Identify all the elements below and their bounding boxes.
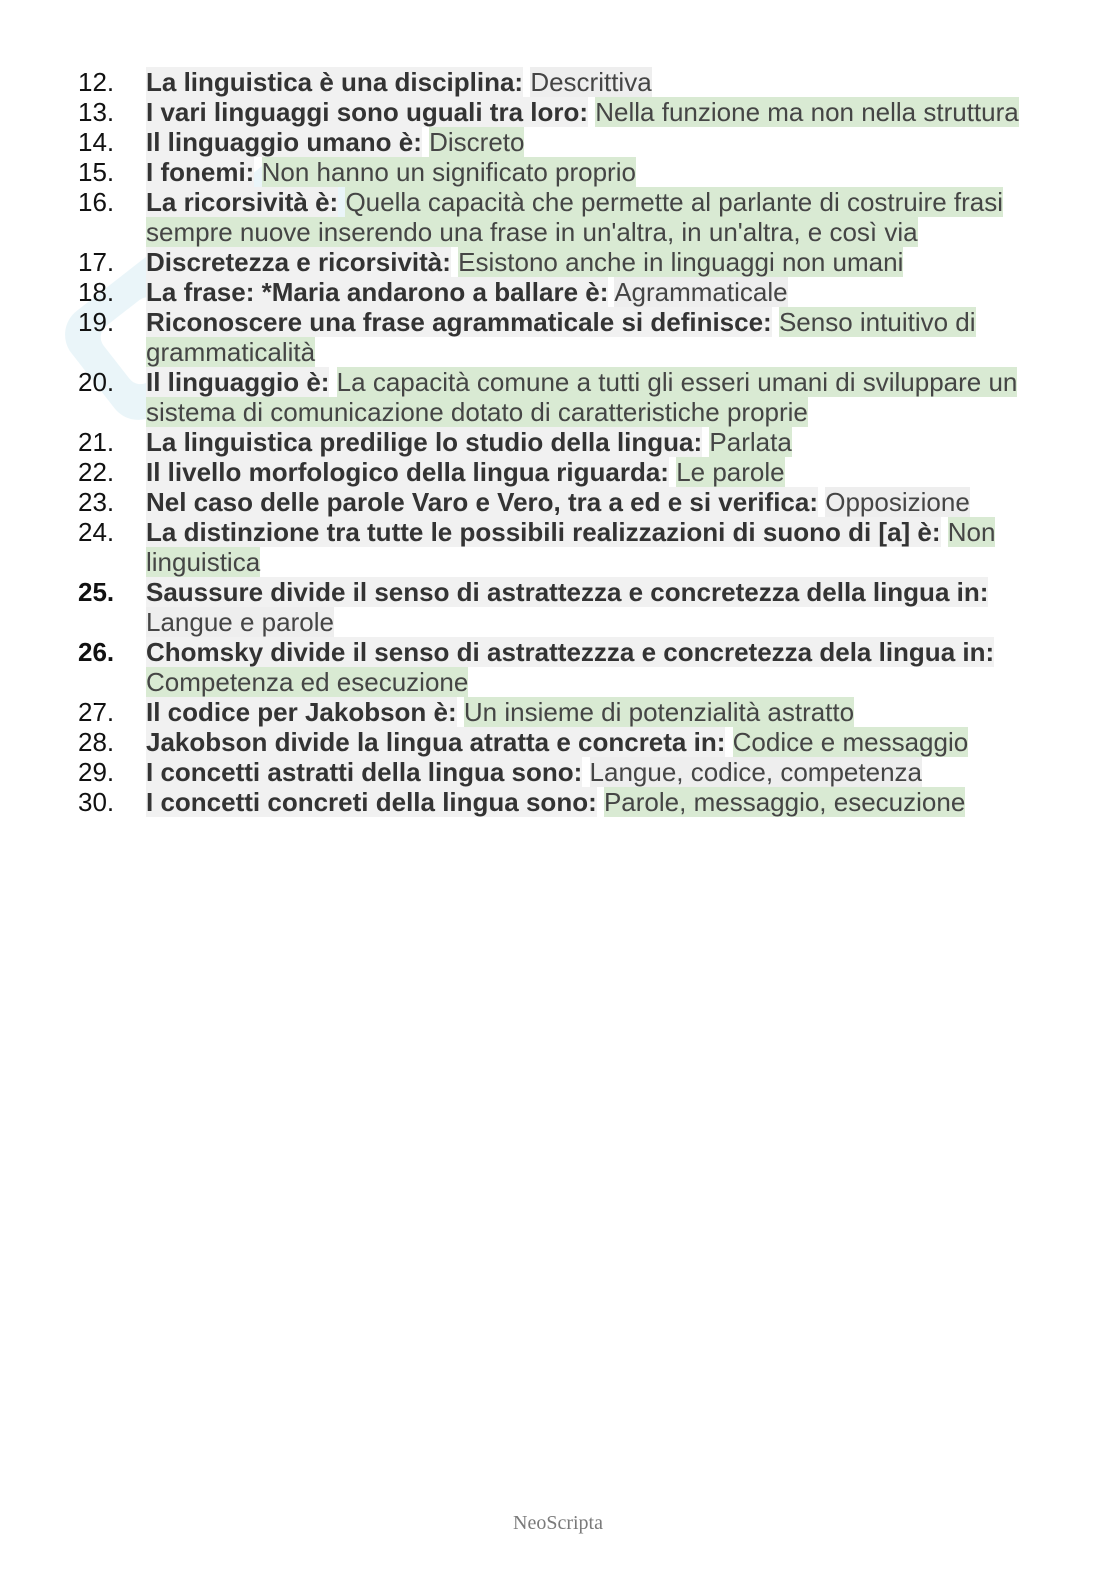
item-number: 19.	[78, 307, 115, 337]
item-number: 29.	[78, 757, 115, 787]
list-item	[78, 637, 1038, 697]
item-text	[146, 697, 1031, 727]
item-answer: Nella funzione ma non nella struttura	[595, 97, 1019, 127]
item-number: 25.	[78, 577, 115, 607]
item-number: 15.	[78, 157, 115, 187]
item-answer: Codice e messaggio	[732, 727, 969, 757]
item-answer: Esistono anche in linguaggi non umani	[458, 247, 904, 277]
item-question: I concetti astratti della lingua sono:	[146, 757, 583, 787]
item-answer: Opposizione	[825, 487, 970, 517]
item-question: La ricorsività è:	[146, 187, 339, 217]
item-number: 28.	[78, 727, 115, 757]
item-number: 18.	[78, 277, 115, 307]
item-answer: Agrammaticale	[614, 277, 788, 307]
item-number: 13.	[78, 97, 115, 127]
item-number: 17.	[78, 247, 115, 277]
list-item	[78, 697, 1038, 727]
item-text	[146, 787, 1031, 817]
item-text	[146, 97, 1031, 127]
list-item	[78, 247, 1038, 277]
item-question: Il codice per Jakobson è:	[146, 697, 457, 727]
item-question: La distinzione tra tutte le possibili realizzazioni di suono di [a] è:	[146, 517, 941, 547]
item-number: 16.	[78, 187, 115, 217]
item-text	[146, 457, 1031, 487]
item-question: Il linguaggio umano è:	[146, 127, 422, 157]
item-text	[146, 757, 1031, 787]
item-number: 26.	[78, 637, 115, 667]
item-answer: La capacità comune a tutti gli esseri umani di sviluppare un sistema di comunicazione dotato di caratteristiche proprie	[146, 367, 1018, 427]
list-item	[78, 157, 1038, 187]
item-number: 24.	[78, 517, 115, 547]
item-answer: Le parole	[676, 457, 785, 487]
item-answer: Langue, codice, competenza	[589, 757, 922, 787]
item-number: 20.	[78, 367, 115, 397]
list-item	[78, 187, 1038, 247]
item-answer: Discreto	[429, 127, 525, 157]
item-text	[146, 127, 1031, 157]
item-text	[146, 187, 1031, 247]
item-number: 22.	[78, 457, 115, 487]
item-answer: Quella capacità che permette al parlante di costruire frasi sempre nuove inserendo una frase in un'altra, in un'altra, e così via	[146, 187, 1003, 247]
list-item	[78, 757, 1038, 787]
item-text	[146, 427, 1031, 457]
item-text	[146, 247, 1031, 277]
item-question: La linguistica predilige lo studio della lingua:	[146, 427, 703, 457]
question-answer-list	[78, 67, 1038, 817]
item-number: 21.	[78, 427, 115, 457]
item-answer: Competenza ed esecuzione	[146, 667, 469, 697]
list-item	[78, 787, 1038, 817]
item-question: Discretezza e ricorsività:	[146, 247, 451, 277]
list-item	[78, 97, 1038, 127]
item-question: Chomsky divide il senso di astrattezzza e concretezza dela lingua in:	[146, 637, 995, 667]
item-question: Il livello morfologico della lingua riguarda:	[146, 457, 669, 487]
item-answer: Descrittiva	[530, 67, 652, 97]
list-item	[78, 577, 1038, 637]
item-question: I fonemi:	[146, 157, 255, 187]
item-answer: Parole, messaggio, esecuzione	[603, 787, 966, 817]
item-number: 14.	[78, 127, 115, 157]
item-question: I vari linguaggi sono uguali tra loro:	[146, 97, 589, 127]
item-text	[146, 157, 1031, 187]
item-text	[146, 727, 1031, 757]
list-item	[78, 67, 1038, 97]
list-item	[78, 517, 1038, 577]
list-item	[78, 727, 1038, 757]
item-text	[146, 487, 1031, 517]
item-text	[146, 367, 1031, 427]
list-item	[78, 457, 1038, 487]
item-number: 30.	[78, 787, 115, 817]
item-answer: Non linguistica	[146, 517, 996, 577]
item-question: Il linguaggio è:	[146, 367, 330, 397]
item-answer: Parlata	[709, 427, 792, 457]
item-number: 23.	[78, 487, 115, 517]
item-text	[146, 307, 1031, 367]
item-text	[146, 637, 1031, 697]
item-answer: Un insieme di potenzialità astratto	[463, 697, 855, 727]
item-question: La linguistica è una disciplina:	[146, 67, 524, 97]
item-text	[146, 277, 1031, 307]
item-question: I concetti concreti della lingua sono:	[146, 787, 597, 817]
item-text	[146, 577, 1031, 637]
list-item	[78, 127, 1038, 157]
item-text	[146, 67, 1031, 97]
list-item	[78, 427, 1038, 457]
item-number: 27.	[78, 697, 115, 727]
item-question: La frase: *Maria andarono a ballare è:	[146, 277, 609, 307]
list-item	[78, 367, 1038, 427]
item-question: Nel caso delle parole Varo e Vero, tra a ed e si verifica:	[146, 487, 819, 517]
footer-brand: NeoScripta	[513, 1512, 603, 1534]
item-question: Riconoscere una frase agrammaticale si definisce:	[146, 307, 772, 337]
item-question: Saussure divide il senso di astrattezza e concretezza della lingua in:	[146, 577, 989, 607]
item-answer: Non hanno un significato proprio	[261, 157, 636, 187]
list-item	[78, 277, 1038, 307]
item-answer: Senso intuitivo di grammaticalità	[146, 307, 976, 367]
list-item	[78, 487, 1038, 517]
item-answer: Langue e parole	[146, 607, 334, 637]
item-question: Jakobson divide la lingua atratta e concreta in:	[146, 727, 726, 757]
list-item	[78, 307, 1038, 367]
item-number: 12.	[78, 67, 115, 97]
item-text	[146, 517, 1031, 577]
